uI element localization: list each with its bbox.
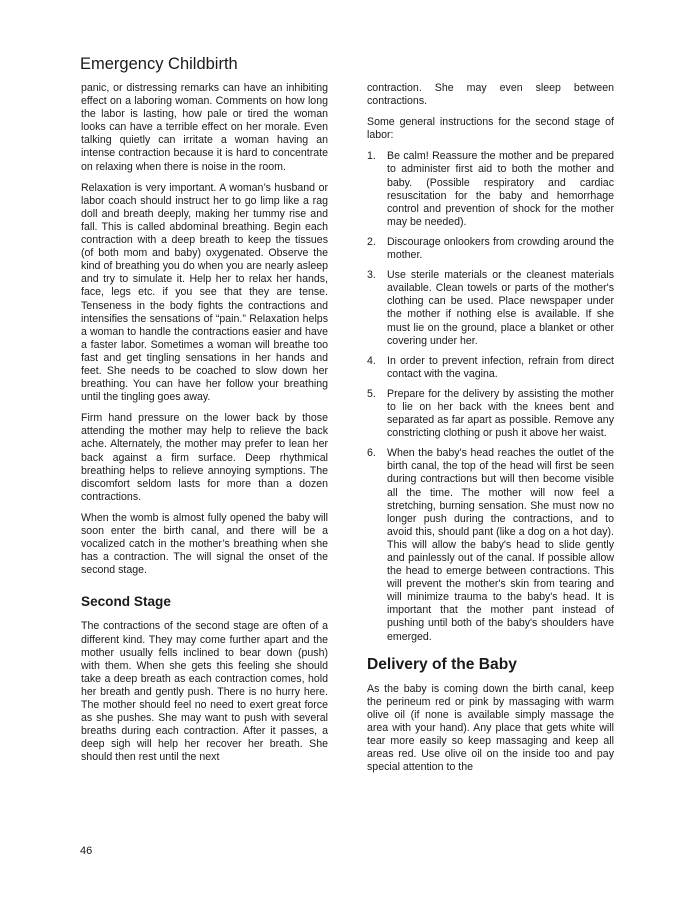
page-number: 46: [80, 845, 93, 857]
list-item: [367, 269, 614, 348]
list-text: Use sterile materials or the cleanest materials available. Clean towels or parts of the mother's clothing can be used. Place newspaper under the mother if nothing else is available. If she must lie on the ground, place a blanket or other covering under her.: [387, 269, 614, 347]
list-number: 3.: [367, 269, 376, 282]
list-item: [367, 355, 614, 381]
list-number: 4.: [367, 354, 376, 367]
list-number: 1.: [367, 150, 376, 163]
list-item: [367, 150, 614, 229]
list-number: 6.: [367, 447, 376, 460]
page-title: Emergency Childbirth: [80, 55, 238, 73]
paragraph: The contractions of the second stage are often of a different kind. They may come further apart and the mother usually fells inclined to bear down (push) with them. When she gets this feeling she should take a deep breath as each contraction comes, hold her breath and gently push. There is no hurry here. The mother should feel no need to exert great force as she pushes. She may want to push with several breaths during each contraction. After it passes, a deep sigh will help her recover her breath. She should then rest until the next: [81, 620, 328, 764]
section-heading-second-stage: Second Stage: [81, 594, 171, 610]
left-column: [81, 82, 328, 773]
paragraph: Firm hand pressure on the lower back by those attending the mother may help to relieve the back ache. Alternately, the mother may prefer to lean her back against a firm surface. Deep rhythmical breathing helps to relieve annoying symptions. The discomfort seldom lasts for more than a dozen contractions.: [81, 412, 328, 503]
list-number: 5.: [367, 387, 376, 400]
right-column: [367, 82, 614, 782]
list-text: In order to prevent infection, refrain from direct contact with the vagina.: [387, 354, 614, 380]
paragraph: contraction. She may even sleep between contractions.: [367, 82, 614, 108]
list-text: Discourage onlookers from crowding around the mother.: [387, 235, 614, 262]
paragraph: When the womb is almost fully opened the baby will soon enter the birth canal, and there will be a vocalized catch in the mother’s breathing when she has a contraction. The will signal the onset of the second stage.: [81, 511, 328, 577]
instruction-list: [367, 150, 614, 643]
list-text: Prepare for the delivery by assisting the mother to lie on her back with the knees bent and separated as far apart as possible. Remove any constricting clothing or push it above her waist.: [387, 387, 614, 440]
list-item: [367, 236, 614, 262]
section-heading-delivery: Delivery of the Baby: [367, 655, 517, 673]
list-item: [367, 447, 614, 643]
list-text: Be calm! Reassure the mother and be prepared to administer first aid to both the mother and baby. (Possible respiratory and cardiac resuscitation for the baby and hemorrhage control and prevention of shock for the mother may be needed).: [387, 150, 614, 228]
paragraph: Some general instructions for the second stage of labor:: [367, 116, 614, 142]
list-text: When the baby's head reaches the outlet of the birth canal, the top of the head will first be seen during contractions but will then become visible all the time. The mother will now feel a stretching, burning sensation. She must now no longer push during the contractions, and to avoid this, should pant (like a dog on a hot day). This will allow the baby's head to slide gently and painlessly out of the canal. If possible allow the head to emerge between contractions. This will prevent the mother's skin from tearing and will minimize trauma to the baby's head. It is important that the mother pant instead of pushing until both of the baby's shoulders have emerged.: [387, 447, 614, 643]
paragraph: Relaxation is very important. A woman’s husband or labor coach should instruct her to go limp like a rag doll and breath deeply, making her tummy rise and fall. This is called abdominal breathing. Begin each contraction with a deep breath to keep the tissues (of both mom and baby) oxygenated. Observe the kind of breathing you do when you are nearly asleep and try to simulate it. Help her to relax her hands, face, legs etc. if you see that they are tense. Tenseness in the body fights the contractions and intensifies the sensations of “pain.” Relaxation helps a woman to handle the contractions easier and have a faster labor. Sometimes a woman will breathe too fast and get tingling sensations in her hands and feet. She needs to be coached to slow down her breathing. You can have her follow your breathing until the tingling goes away.: [81, 181, 328, 404]
paragraph: panic, or distressing remarks can have an inhibiting effect on a laboring woman. Comments on how long the labor is lasting, how pale or tired the woman looks can have a terrible effect on her morale. Even talking quietly can irritate a woman having an intense contraction because it is hard to concentrate on relaxing when there is noise in the room.: [81, 82, 328, 173]
list-item: [367, 388, 614, 440]
list-number: 2.: [367, 235, 376, 248]
paragraph: As the baby is coming down the birth canal, keep the perineum red or pink by massaging with warm olive oil (if none is available simply massage the area with your hand). Any place that gets white will tear more easily so keep massaging and keep all areas red. Use olive oil on the inside too and pay special attention to the: [367, 682, 614, 774]
